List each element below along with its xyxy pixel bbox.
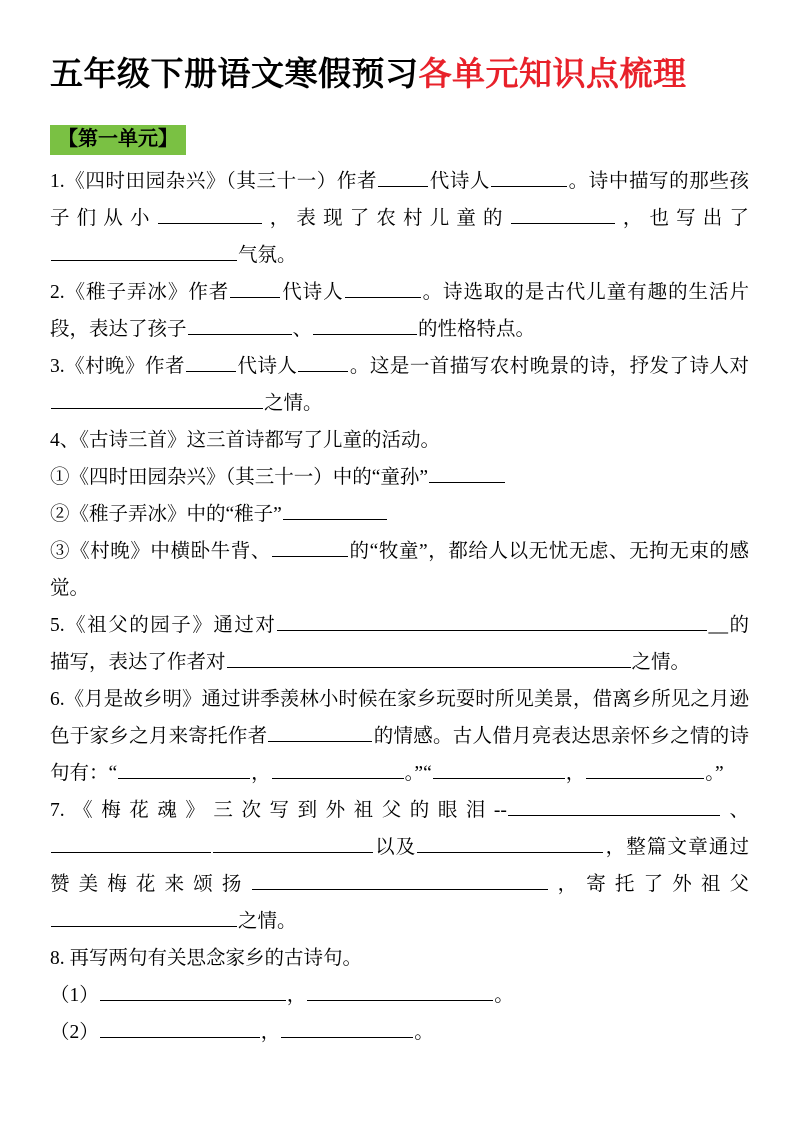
- question-q6: [50, 681, 749, 792]
- answer-blank[interactable]: [378, 165, 428, 187]
- answer-blank[interactable]: [491, 165, 567, 187]
- question-text: 8. 再写两句有关思念家乡的古诗句。: [50, 948, 363, 969]
- question-text: 之情。: [264, 393, 323, 414]
- answer-blank[interactable]: [417, 831, 603, 853]
- answer-blank[interactable]: [283, 498, 387, 520]
- question-text: ②《稚子弄冰》中的“稚子”: [50, 504, 282, 525]
- question-text: 3.《村晚》作者: [50, 356, 185, 377]
- answer-blank[interactable]: [227, 646, 631, 668]
- answer-blank[interactable]: [51, 387, 263, 409]
- answer-blank[interactable]: [158, 202, 262, 224]
- question-text: 代诗人: [281, 282, 344, 303]
- question-text: ，: [286, 985, 307, 1006]
- question-text: 5.《祖父的园子》通过对: [50, 615, 277, 636]
- answer-blank[interactable]: [298, 350, 348, 372]
- question-text: 的情感。古人借月亮表达思亲怀乡之情的诗句有：“: [50, 726, 749, 784]
- unit-heading: 【第一单元】: [50, 125, 186, 155]
- question-text: ，寄托了外祖父: [548, 874, 749, 895]
- question-q4a: [50, 459, 749, 496]
- answer-blank[interactable]: [272, 535, 348, 557]
- page-title: [50, 48, 767, 95]
- answer-blank[interactable]: [51, 831, 211, 853]
- answer-blank[interactable]: [307, 979, 493, 1001]
- answer-blank[interactable]: [118, 757, 250, 779]
- page-title-main: 五年级下册语文寒假预习: [50, 57, 419, 93]
- answer-blank[interactable]: [508, 794, 720, 816]
- question-text: 之情。: [631, 652, 691, 673]
- question-text: 。诗中描写的那些孩子们从小: [50, 171, 749, 229]
- questions-list: [50, 163, 749, 1051]
- question-text: 。”: [705, 763, 724, 784]
- answer-blank[interactable]: [429, 461, 505, 483]
- answer-blank[interactable]: [188, 313, 292, 335]
- question-text: __的描写，表达了作者对: [50, 615, 749, 673]
- answer-blank[interactable]: [51, 239, 237, 261]
- answer-blank[interactable]: [313, 313, 417, 335]
- question-text: ③《村晚》中横卧牛背、: [50, 541, 271, 562]
- question-q4b: [50, 496, 749, 533]
- answer-blank[interactable]: [586, 757, 704, 779]
- answer-blank[interactable]: [186, 350, 236, 372]
- question-text: 代诗人: [429, 171, 491, 192]
- question-text: 代诗人: [236, 356, 298, 377]
- question-text: （2）: [50, 1022, 99, 1043]
- answer-blank[interactable]: [433, 757, 565, 779]
- question-text: ，: [251, 763, 271, 784]
- answer-blank[interactable]: [51, 905, 237, 927]
- question-text: ，: [260, 1022, 281, 1043]
- question-q4c: [50, 533, 749, 607]
- question-q7: [50, 792, 749, 940]
- answer-blank[interactable]: [281, 1016, 413, 1038]
- page-title-highlight: 各单元知识点梳理: [418, 57, 687, 93]
- answer-blank[interactable]: [100, 1016, 260, 1038]
- answer-blank[interactable]: [230, 276, 280, 298]
- question-q4: [50, 422, 749, 459]
- answer-blank[interactable]: [345, 276, 421, 298]
- answer-blank[interactable]: [213, 831, 373, 853]
- question-text: 、: [720, 800, 749, 821]
- question-text: ，也写出了: [615, 208, 749, 229]
- question-text: ①《四时田园杂兴》（其三十一）中的“童孙”: [50, 467, 429, 488]
- question-text: 7.《梅花魂》三次写到外祖父的眼泪--: [50, 800, 507, 821]
- question-text: 气氛。: [238, 245, 297, 266]
- question-text: ，表现了农村儿童的: [262, 208, 510, 229]
- question-text: 。诗选取的是古代儿童有趣的生活片段，表达了孩子: [50, 282, 749, 340]
- answer-blank[interactable]: [268, 720, 372, 742]
- question-q1: [50, 163, 749, 274]
- question-text: 1.《四时田园杂兴》（其三十一）作者: [50, 171, 378, 192]
- question-text: 以及: [374, 837, 417, 858]
- answer-blank[interactable]: [100, 979, 286, 1001]
- question-text: 2.《稚子弄冰》作者: [50, 282, 230, 303]
- question-text: ，: [565, 763, 586, 784]
- answer-blank[interactable]: [252, 868, 548, 890]
- question-text: 6.《月是故乡明》通过讲季羡林小时候在家乡玩耍时所见美景，借离乡所见之月逊色于家乡之月来寄托作者: [50, 689, 749, 747]
- question-text: （1）: [50, 985, 99, 1006]
- question-text: 。这是一首描写农村晚景的诗，抒发了诗人对: [349, 356, 749, 377]
- question-q8b: [50, 1014, 749, 1051]
- answer-blank[interactable]: [511, 202, 615, 224]
- question-q8: [50, 940, 749, 977]
- question-text: 、: [292, 319, 313, 340]
- question-text: 。: [414, 1022, 434, 1043]
- answer-blank[interactable]: [272, 757, 404, 779]
- question-q3: [50, 348, 749, 422]
- question-q8a: [50, 977, 749, 1014]
- question-text: 之情。: [238, 911, 297, 932]
- question-text: 的“牧童”，都给人以无忧无虑、无拘无束的感觉。: [50, 541, 749, 599]
- question-q5: [50, 607, 749, 681]
- question-text: 的性格特点。: [418, 319, 536, 340]
- question-q2: [50, 274, 749, 348]
- question-text: 。”“: [404, 763, 432, 784]
- question-text: 4、《古诗三首》这三首诗都写了儿童的活动。: [50, 430, 441, 451]
- question-text: 。: [494, 985, 514, 1006]
- answer-blank[interactable]: [277, 609, 707, 631]
- question-text: ，整篇文章通过赞美梅花来颂扬: [50, 837, 749, 895]
